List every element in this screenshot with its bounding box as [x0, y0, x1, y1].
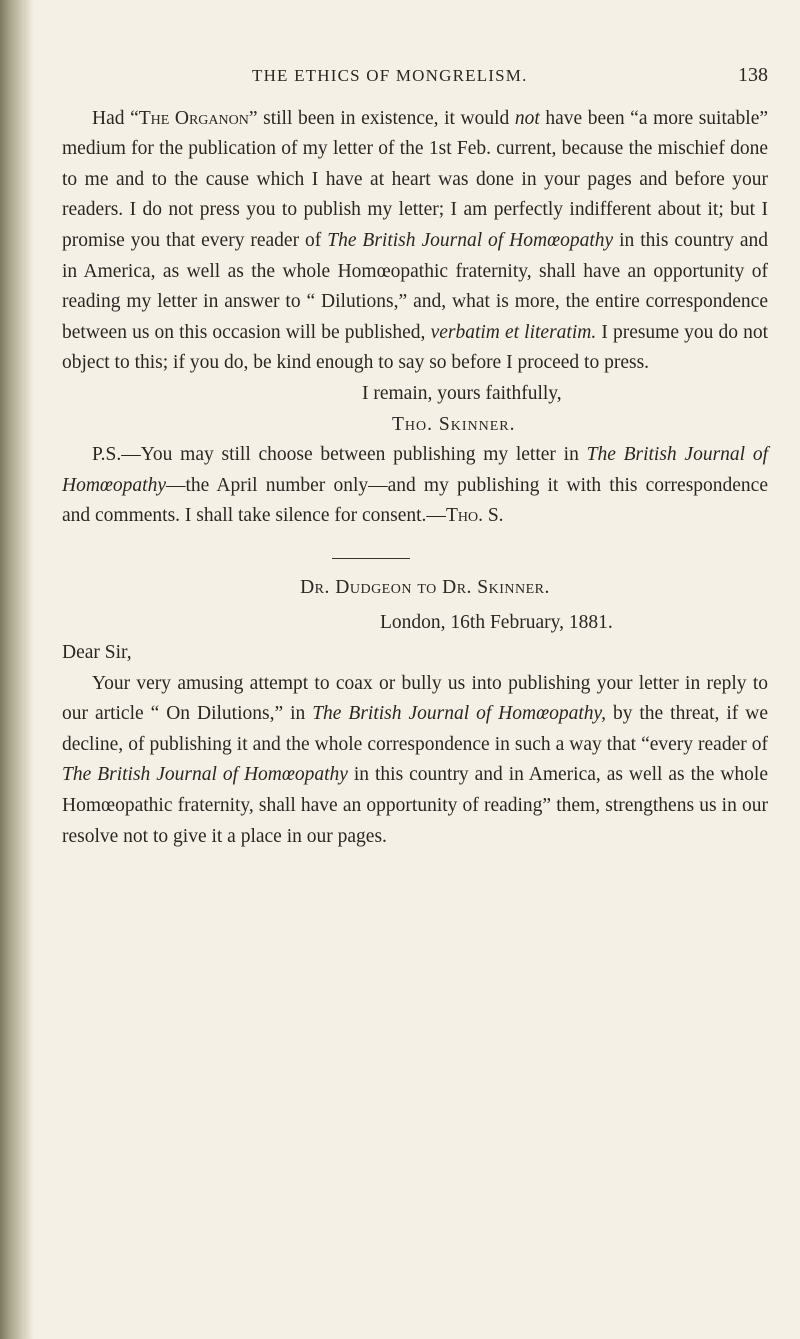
book-page [62, 60, 768, 852]
section-divider [332, 558, 410, 559]
letter-dateline: London, 16th February, 1881. [380, 611, 613, 633]
closing-line: I remain, yours faithfully, [362, 382, 562, 404]
signature: Tho. Skinner. [392, 413, 516, 435]
running-header [62, 60, 768, 92]
postscript: P.S.—You may still choose between publishing my letter in The British Journal of Homœopathy—the April number only—and my publishing it with this correspondence and comments. I shall take silence for consent.—Tho. S. [62, 444, 769, 527]
paragraph-letter-body: Had “The Organon” still been in existence, it would not have been “a more suitable” medium for the publication of my letter of the 1st Feb. current, because the mischief done to me and to the cause which I have at heart was done in your pages and before your readers. I do not press you to publish my letter; I am perfectly indifferent about it; but I promise you that every reader of The British Journal of Homœopathy in this country and in America, as well as the whole Homœopathic fraternity, shall have an opportunity of reading my letter in answer to “ Dilutions,” and, what is more, the entire correspondence between us on this occasion will be published, verbatim et literatim. I presume you do not object to this; if you do, be kind enough to say so before I proceed to press. [62, 107, 769, 374]
book-gutter-shadow [0, 0, 34, 1339]
paragraph-reply-body: Your very amusing attempt to coax or bully us into publishing your letter in reply to our article “ On Dilutions,” in The British Journal of Homœopathy, by the threat, if we decline, of publishing it and the whole correspondence in such a way that “every reader of The British Journal of Homœopathy in this country and in America, as well as the whole Homœopathic fraternity, shall have an opportunity of reading” them, strengthens us in our resolve not to give it a place in our pages. [62, 672, 769, 847]
salutation: Dear Sir, [62, 642, 132, 664]
letter-heading: Dr. Dudgeon to Dr. Skinner. [300, 576, 550, 598]
page-number: 138 [738, 64, 768, 86]
running-title: THE ETHICS OF MONGRELISM. [252, 66, 528, 85]
